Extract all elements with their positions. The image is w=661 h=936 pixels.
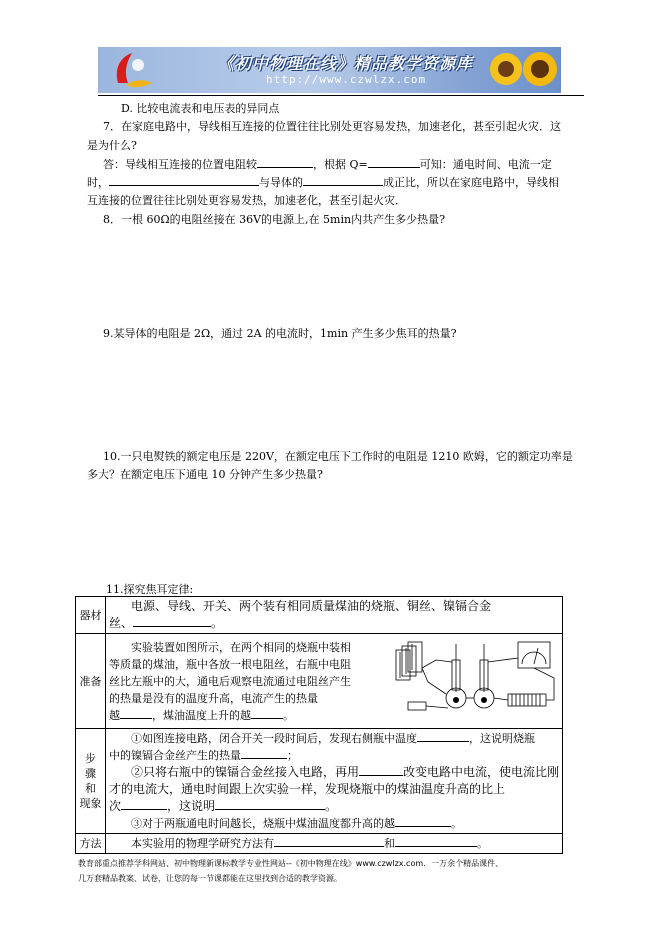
prep-text-5 [109, 707, 371, 724]
question-10-line2: 多大？在额定电压下通电 10 分钟产生多少热量? [87, 468, 323, 481]
footer-line2: 几万套精品教案、试卷，让您的每一节课都能在这里找到合适的教学资源。 [78, 874, 342, 883]
cell-text: ； [286, 749, 298, 762]
row-label: 器材 [76, 597, 106, 634]
answer-text: 与导体的 [259, 176, 303, 189]
sunflower-icon [520, 49, 560, 89]
row-label-part: 骤 [84, 767, 96, 780]
cell-text: 丝、 [108, 616, 133, 630]
blank[interactable] [395, 816, 451, 827]
blank[interactable] [417, 731, 469, 742]
blank[interactable] [395, 836, 477, 847]
blank[interactable] [368, 157, 420, 168]
prep-text: 等质量的煤油，瓶中各放一根电阻丝，右瓶中电阻 [108, 657, 351, 671]
step-2-line3 [109, 798, 559, 815]
blank[interactable] [133, 616, 211, 627]
option-d: D. 比较电流表和电压表的异同点 [121, 102, 280, 115]
row-label: 方法 [76, 834, 106, 854]
step-2-line2: 才的电流大，通电时间跟上次实验一样，发现烧瓶中的煤油温度升高的比上 [108, 782, 505, 796]
cell-text: 改变电路中电流，使电流比刚 [402, 765, 559, 779]
cell-text: 中的镍镉合金丝产生的热量 [108, 749, 241, 762]
answer-text: ，根据 Q= [313, 158, 368, 171]
blank[interactable] [215, 799, 325, 810]
answer-7-line1 [103, 156, 552, 172]
cell-text: ，煤油温度上升的越 [151, 708, 251, 722]
answer-7-line2 [87, 174, 559, 190]
cell-text: 。 [476, 837, 488, 850]
row-label-part: 现象 [79, 797, 102, 810]
answer-text: 答：导线相互连接的位置电阻较 [103, 158, 257, 171]
table-row [76, 597, 563, 634]
cell-text: 越 [108, 708, 120, 722]
cell-text: 本实验用的物理学研究方法有 [130, 837, 274, 850]
blank[interactable] [251, 708, 283, 719]
step-1-line1 [109, 730, 559, 747]
experiment-apparatus-diagram [388, 638, 558, 722]
step-3 [109, 815, 559, 832]
footer-line1: 教育部重点推荐学科网站、初中物理新课标教学专业性网站--《初中物理在线》www.czwlzx.com．一万余个精品课件、 [78, 859, 504, 868]
blank[interactable] [359, 765, 403, 776]
prep-text-block [109, 639, 371, 724]
cell-text: ②只将右瓶中的镍镉合金丝接入电路，再用 [130, 765, 359, 779]
header-banner [98, 47, 561, 93]
cell-text: ①如图连接电路，闭合开关一段时间后，发现右侧瓶中温度 [130, 732, 417, 745]
cell-text: 和 [383, 837, 395, 850]
method-cell [105, 834, 562, 854]
row-label: 准备 [76, 634, 106, 729]
experiment-table [75, 596, 563, 854]
question-7-line1: 7．在家庭电路中，导线相互连接的位置往往比别处更容易发热，加速老化，甚至引起火灾．这 [103, 120, 561, 133]
banner-url: http://www.czwlzx.com [266, 73, 427, 86]
cell-text: 。 [325, 799, 338, 813]
cell-text: ，这说明 [166, 799, 215, 813]
step-2-line1 [109, 764, 559, 781]
table-row [76, 634, 563, 729]
question-7-line2: 是为什么? [87, 139, 137, 152]
blank[interactable] [303, 175, 383, 186]
answer-text: 成正比，所以在家庭电路中，导线相 [383, 176, 559, 189]
banner-title: 《初中物理在线》精品教学资源库 [218, 54, 474, 73]
cell-text: 。 [282, 708, 294, 722]
blank[interactable] [120, 708, 152, 719]
cell-text: ③对于两瓶通电时间越长，烧瓶中煤油温度都升高的越 [130, 817, 395, 830]
blank[interactable] [274, 836, 384, 847]
answer-text: 可知：通电时间、电流一定 [419, 158, 552, 171]
header-rule [98, 95, 584, 96]
prep-text: 丝比左瓶中的大，通电后观察电流通过电阻丝产生 [108, 674, 351, 688]
site-logo-icon [104, 49, 158, 91]
question-11: 11.探究焦耳定律: [106, 583, 194, 596]
equipment-text: 电源、导线、开关、两个装有相同质量煤油的烧瓶、铜丝、镍镉合金 [130, 599, 491, 613]
equipment-text-2 [109, 615, 559, 632]
question-9: 9.某导体的电阻是 2Ω，通过 2A 的电流时，1min 产生多少焦耳的热量? [103, 327, 457, 340]
row-label-part: 和 [84, 782, 96, 795]
blank[interactable] [257, 157, 313, 168]
table-row [76, 729, 563, 834]
answer-7-line3: 互连接的位置往往比别处更容易发热，加速老化，甚至引起火灾． [87, 194, 406, 207]
blank[interactable] [109, 175, 259, 186]
blank[interactable] [121, 799, 167, 810]
steps-cell [105, 729, 562, 834]
table-row [76, 834, 563, 854]
row-label [76, 729, 106, 834]
question-10-line1: 10.一只电熨铁的额定电压是 220V，在额定电压下工作时的电阻是 1210 欧姆，它的额定功率是 [103, 450, 573, 463]
cell-text: ，这说明烧瓶 [468, 732, 535, 745]
row-label-part: 步 [84, 752, 96, 765]
blank[interactable] [241, 748, 287, 759]
cell-text: 次 [108, 799, 121, 813]
step-1-line2 [109, 747, 559, 764]
prep-text: 的热量是没有的温度升高，电流产生的热量 [108, 691, 318, 705]
prep-text: 实验装置如图所示，在两个相同的烧瓶中装相 [130, 640, 351, 654]
answer-text: 时， [87, 176, 109, 189]
equipment-cell [105, 597, 562, 634]
question-8: 8．一根 60Ω的电阻丝接在 36V的电源上,在 5min内共产生多少热量? [103, 213, 445, 226]
cell-text: 。 [450, 817, 462, 830]
method-text [109, 835, 559, 852]
prep-cell [105, 634, 562, 729]
cell-text: 。 [210, 616, 223, 630]
